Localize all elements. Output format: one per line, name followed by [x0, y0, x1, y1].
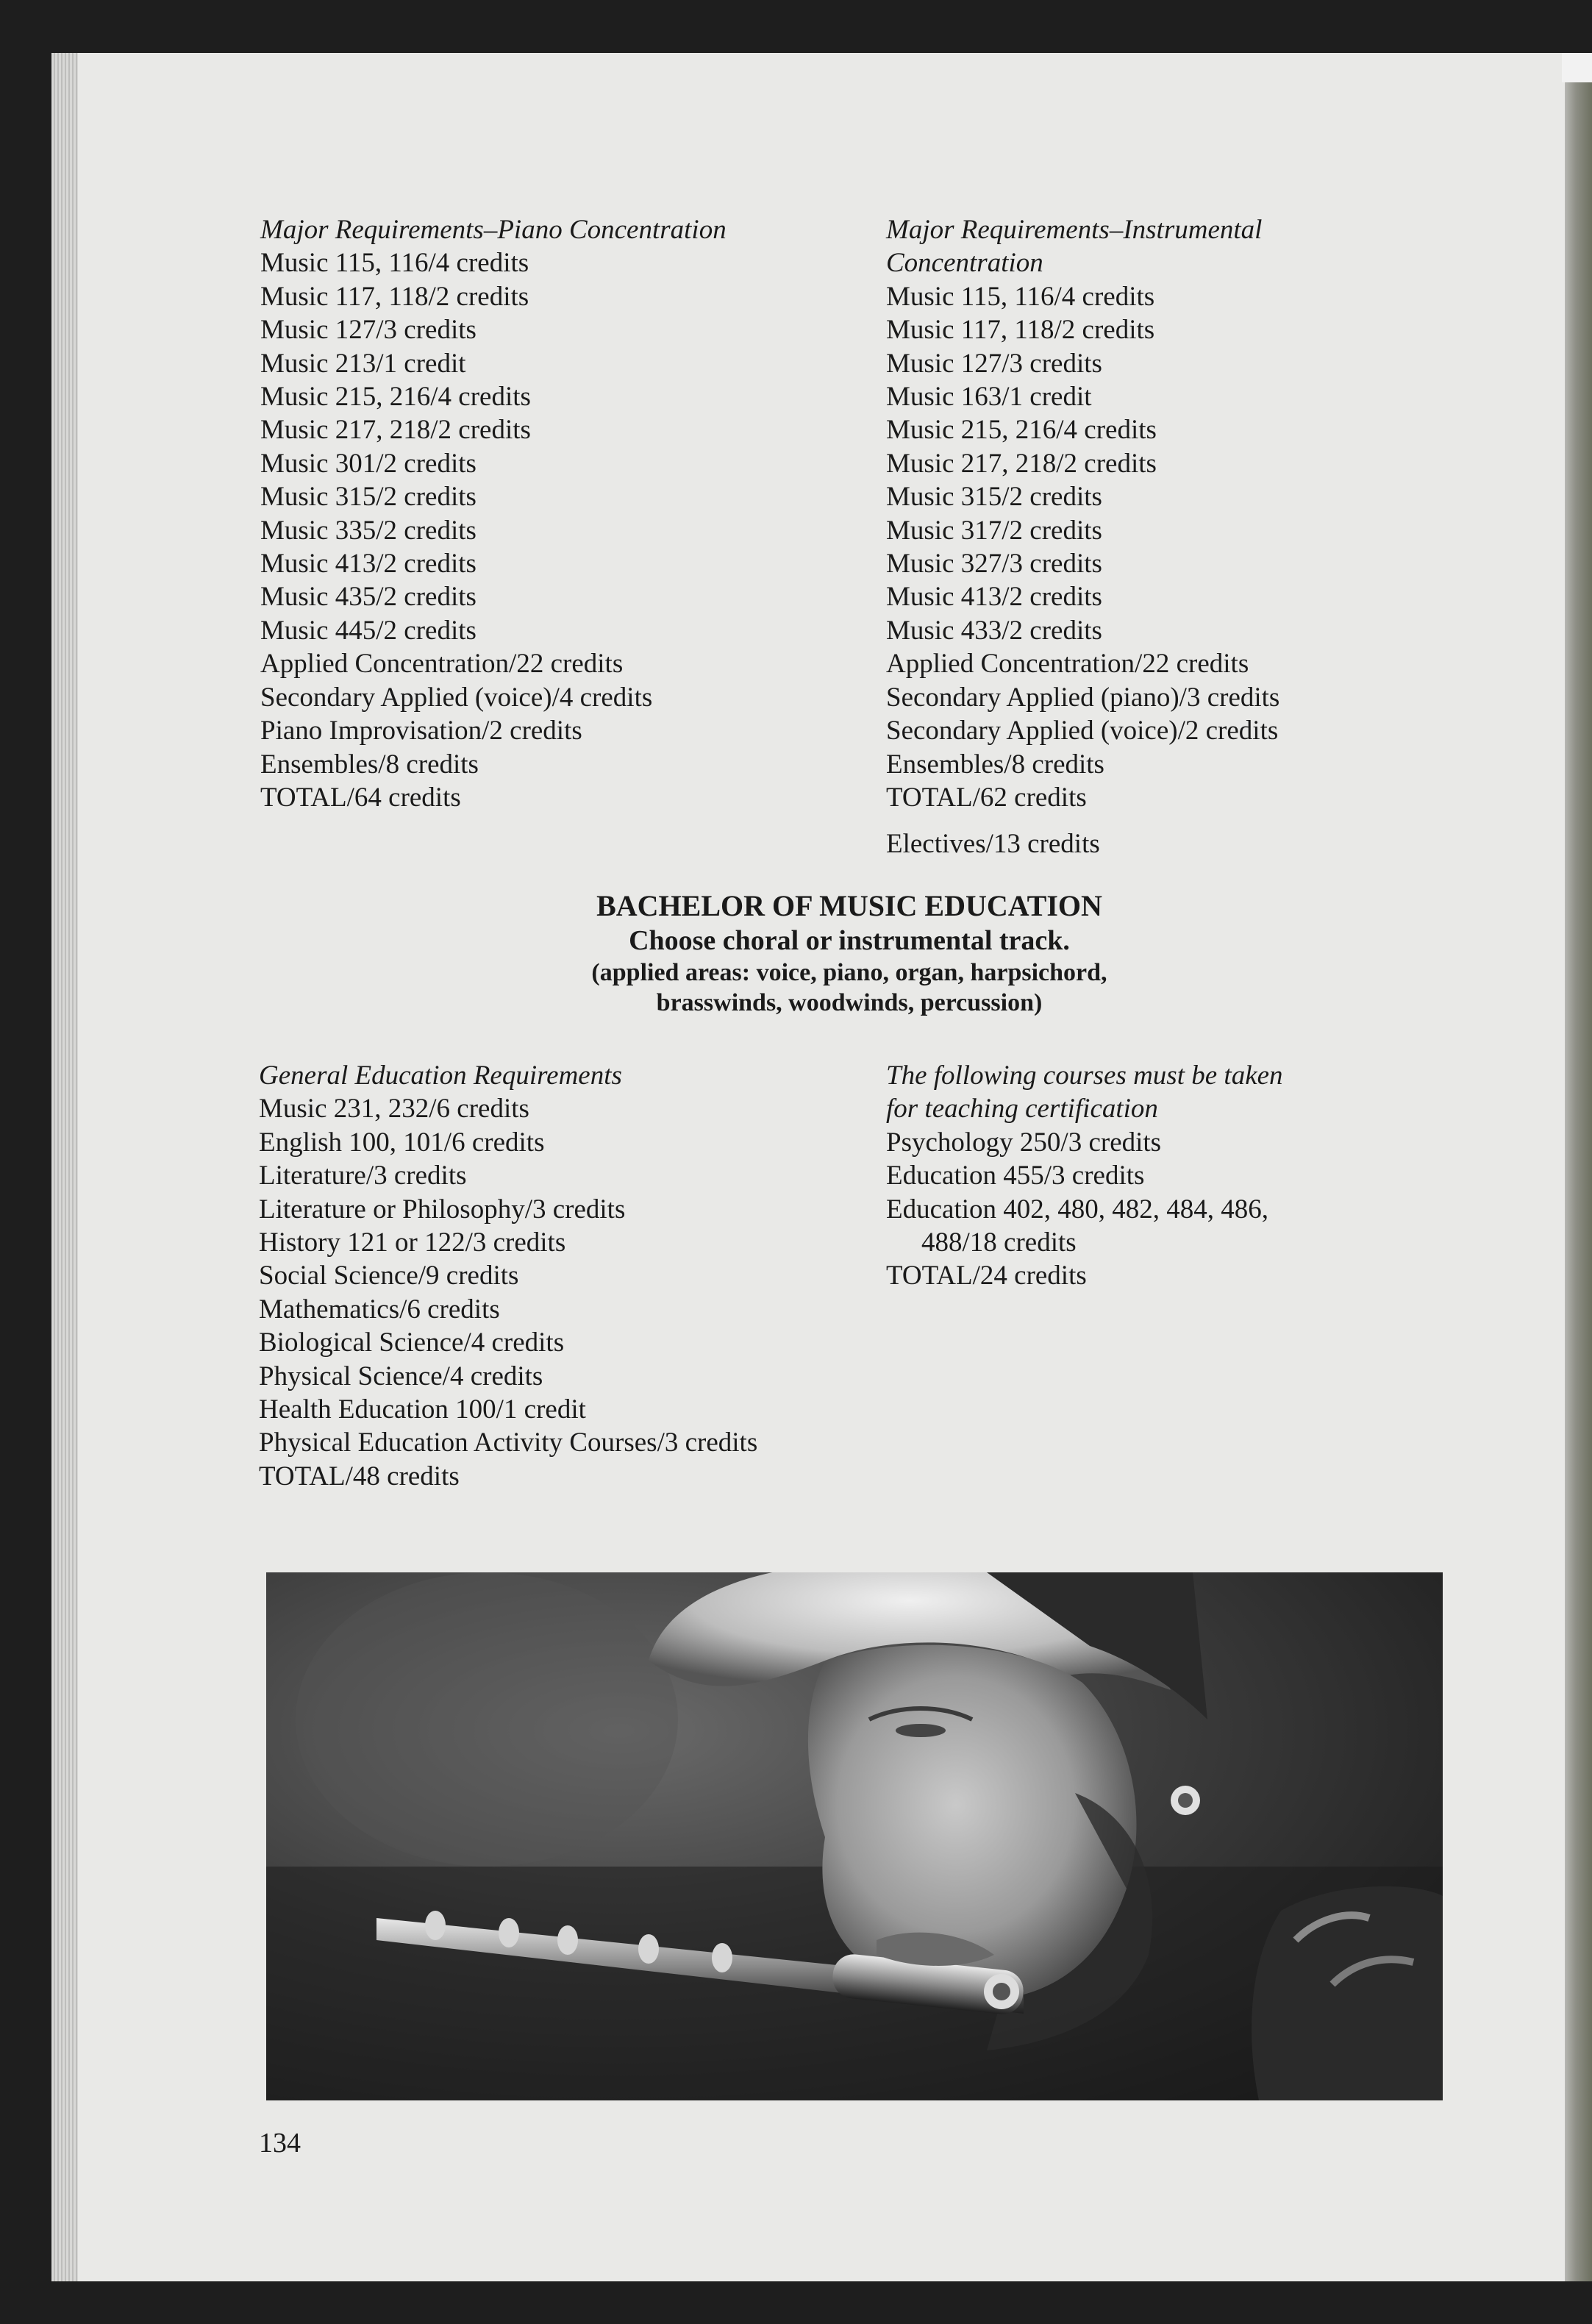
scan-corner: [1562, 53, 1592, 82]
list-item: Physical Science/4 credits: [259, 1361, 543, 1391]
list-item: Music 445/2 credits: [260, 615, 476, 646]
list-item: Education 402, 480, 482, 484, 486,: [886, 1194, 1269, 1225]
list-item: Ensembles/8 credits: [886, 749, 1104, 780]
piano-title: Major Requirements–Piano Concentration: [260, 215, 727, 245]
certification-title: The following courses must be taken: [886, 1061, 1283, 1091]
scan-background-strip: [1565, 53, 1592, 2281]
general-title: General Education Requirements: [259, 1061, 622, 1091]
list-item: Music 217, 218/2 credits: [886, 448, 1157, 479]
list-item: Social Science/9 credits: [259, 1261, 519, 1291]
list-item: English 100, 101/6 credits: [259, 1127, 545, 1158]
page-number: 134: [259, 2128, 301, 2159]
list-item: Physical Education Activity Courses/3 credits: [259, 1427, 758, 1458]
list-item: Music 413/2 credits: [886, 582, 1102, 613]
list-item: Music 217, 218/2 credits: [260, 415, 531, 446]
list-item: Education 455/3 credits: [886, 1161, 1145, 1191]
list-item: Applied Concentration/22 credits: [260, 649, 624, 680]
list-item: TOTAL/62 credits: [886, 782, 1087, 813]
list-item: Biological Science/4 credits: [259, 1327, 565, 1358]
list-item: Music 215, 216/4 credits: [260, 382, 531, 413]
list-item: Secondary Applied (voice)/4 credits: [260, 682, 653, 713]
list-item: Music 127/3 credits: [886, 348, 1102, 379]
list-item: Literature or Philosophy/3 credits: [259, 1194, 626, 1225]
flutist-photo: [266, 1572, 1443, 2100]
list-item: Psychology 250/3 credits: [886, 1127, 1162, 1158]
instrumental-title: Major Requirements–Instrumental: [886, 215, 1263, 245]
list-item: Literature/3 credits: [259, 1161, 467, 1191]
certification-requirements: [886, 1059, 1283, 1293]
applied-areas: (applied areas: voice, piano, organ, harpsichord,: [591, 959, 1107, 986]
list-item: Music 327/3 credits: [886, 549, 1102, 580]
list-item: Piano Improvisation/2 credits: [260, 716, 582, 746]
degree-title: BACHELOR OF MUSIC EDUCATION: [596, 889, 1102, 922]
instrumental-requirements: [886, 213, 1279, 861]
list-item: Music 317/2 credits: [886, 515, 1102, 546]
list-item: Music 301/2 credits: [260, 448, 476, 479]
list-item: Music 163/1 credit: [886, 382, 1092, 413]
list-item: Music 315/2 credits: [886, 482, 1102, 513]
list-item: Secondary Applied (voice)/2 credits: [886, 716, 1279, 746]
list-item: Music 213/1 credit: [260, 348, 466, 379]
instrumental-title-cont: Concentration: [886, 248, 1043, 279]
list-item: Music 413/2 credits: [260, 549, 476, 580]
certification-total: TOTAL/24 credits: [886, 1261, 1087, 1291]
list-item: TOTAL/48 credits: [259, 1461, 460, 1491]
list-item: Secondary Applied (piano)/3 credits: [886, 682, 1280, 713]
list-item: Music 315/2 credits: [260, 482, 476, 513]
list-item: History 121 or 122/3 credits: [259, 1227, 566, 1258]
list-item-cont: 488/18 credits: [921, 1227, 1077, 1258]
list-item: Music 117, 118/2 credits: [886, 315, 1155, 346]
piano-requirements: [260, 213, 727, 814]
list-item: Mathematics/6 credits: [259, 1294, 500, 1325]
applied-areas-cont: brasswinds, woodwinds, percussion): [656, 989, 1043, 1016]
list-item: Music 117, 118/2 credits: [260, 281, 529, 312]
page-stack-edge: [51, 53, 78, 2281]
section-heading: [515, 888, 1184, 1018]
list-item: TOTAL/64 credits: [260, 782, 461, 813]
list-item: Music 115, 116/4 credits: [260, 248, 529, 279]
certification-title-cont: for teaching certification: [886, 1094, 1158, 1124]
list-item: Music 127/3 credits: [260, 315, 476, 346]
list-item: Applied Concentration/22 credits: [886, 649, 1249, 680]
list-item: Music 231, 232/6 credits: [259, 1094, 529, 1124]
list-item: Ensembles/8 credits: [260, 749, 479, 780]
list-item: Music 433/2 credits: [886, 615, 1102, 646]
list-item: Music 435/2 credits: [260, 582, 476, 613]
list-item: Music 335/2 credits: [260, 515, 476, 546]
flutist-photo-illustration: [266, 1572, 1443, 2100]
list-item: Health Education 100/1 credit: [259, 1394, 586, 1425]
list-item: Music 115, 116/4 credits: [886, 281, 1155, 312]
track-instruction: Choose choral or instrumental track.: [629, 925, 1070, 956]
general-requirements: [259, 1059, 757, 1493]
list-item: Music 215, 216/4 credits: [886, 415, 1157, 446]
electives: Electives/13 credits: [886, 829, 1100, 860]
